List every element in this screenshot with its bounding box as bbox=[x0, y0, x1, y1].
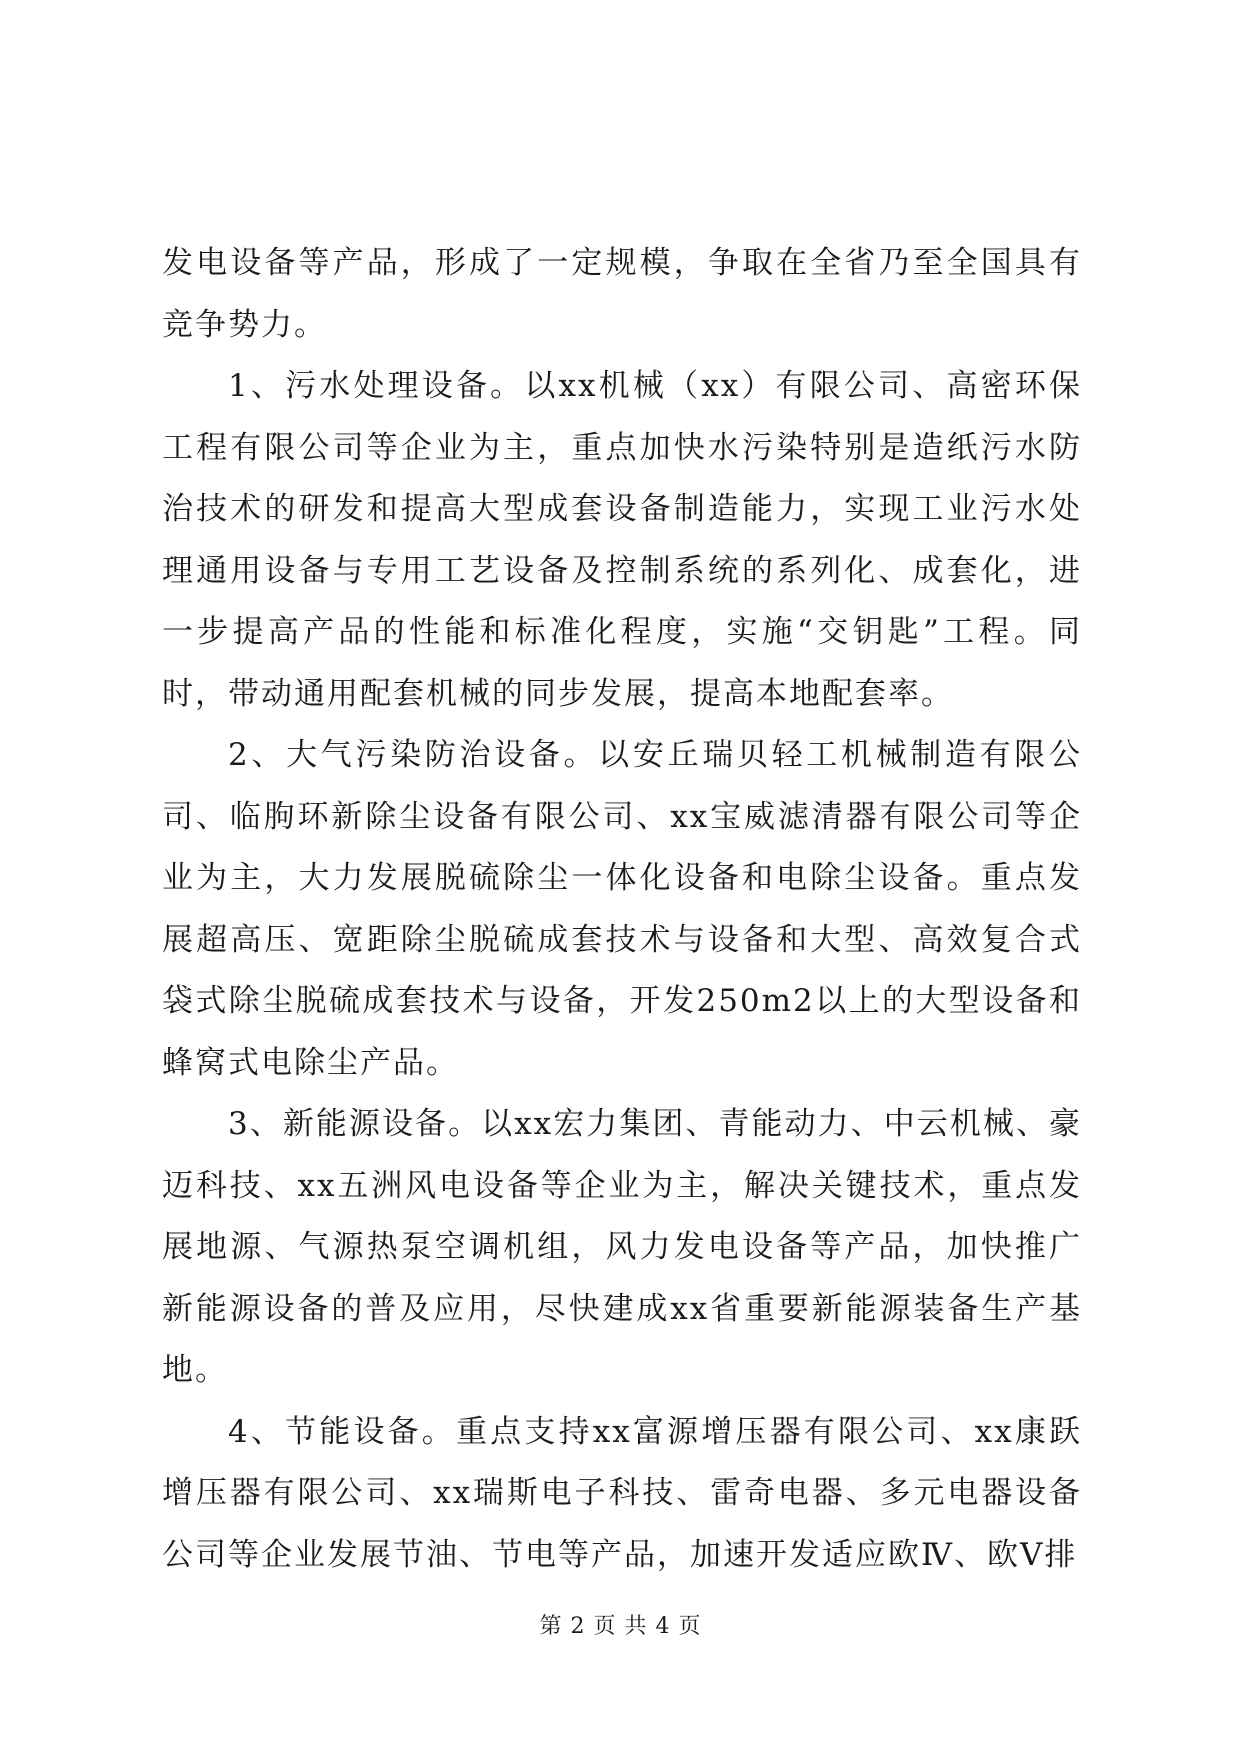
paragraph-sewage-treatment: 1、污水处理设备。以xx机械（xx）有限公司、高密环保工程有限公司等企业为主，重点加快水污染特别是造纸污水防治技术的研发和提高大型成套设备制造能力，实现工业污水处理通用设备与专用工艺设备及控制系统的系列化、成套化，进一步提高产品的性能和标准化程度，实施“交钥匙”工程。同时，带动通用配套机械的同步发展，提高本地配套率。 bbox=[162, 368, 1082, 712]
paragraph-continuation: 发电设备等产品，形成了一定规模，争取在全省乃至全国具有竞争势力。 bbox=[162, 245, 1082, 343]
paragraph-new-energy: 3、新能源设备。以xx宏力集团、青能动力、中云机械、豪迈科技、xx五洲风电设备等企业为主，解决关键技术，重点发展地源、气源热泵空调机组，风力发电设备等产品，加快推广新能源设备的普及应用，尽快建成xx省重要新能源装备生产基地。 bbox=[162, 1106, 1082, 1388]
paragraph-air-pollution: 2、大气污染防治设备。以安丘瑞贝轻工机械制造有限公司、临朐环新除尘设备有限公司、xx宝威滤清器有限公司等企业为主，大力发展脱硫除尘一体化设备和电除尘设备。重点发展超高压、宽距除尘脱硫成套技术与设备和大型、高效复合式袋式除尘脱硫成套技术与设备，开发250m2以上的大型设备和蜂窝式电除尘产品。 bbox=[162, 737, 1082, 1081]
page-footer: 第 2 页 共 4 页 bbox=[539, 1614, 702, 1639]
paragraph-energy-saving: 4、节能设备。重点支持xx富源增压器有限公司、xx康跃增压器有限公司、xx瑞斯电子科技、雷奇电器、多元电器设备公司等企业发展节油、节电等产品，加速开发适应欧Ⅳ、欧Ⅴ排 bbox=[162, 1413, 1082, 1573]
document-body bbox=[162, 233, 1082, 1586]
